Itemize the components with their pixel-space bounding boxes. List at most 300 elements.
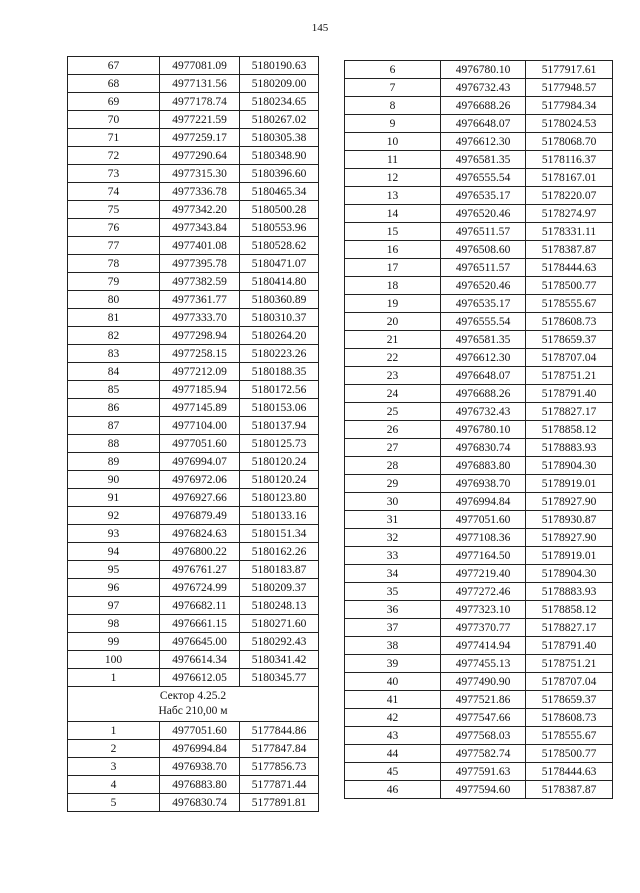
coord-y-cell: 5178167.01 — [526, 169, 613, 187]
coord-x-cell: 4976732.43 — [441, 403, 526, 421]
coord-y-cell: 5178500.77 — [526, 745, 613, 763]
coord-x-cell: 4977259.17 — [160, 129, 240, 147]
point-number-cell: 87 — [68, 417, 160, 435]
point-number-cell: 30 — [345, 493, 441, 511]
point-number-cell: 41 — [345, 691, 441, 709]
coord-y-cell: 5180137.94 — [240, 417, 319, 435]
table-row — [68, 471, 319, 489]
coord-y-cell: 5180183.87 — [240, 561, 319, 579]
coord-y-cell: 5180310.37 — [240, 309, 319, 327]
coord-x-cell: 4977145.89 — [160, 399, 240, 417]
page-number: 145 — [311, 22, 329, 34]
point-number-cell: 73 — [68, 165, 160, 183]
table-row — [68, 633, 319, 651]
table-row — [68, 273, 319, 291]
coord-y-cell: 5180471.07 — [240, 255, 319, 273]
coord-x-cell: 4976511.57 — [441, 259, 526, 277]
coord-x-cell: 4976972.06 — [160, 471, 240, 489]
table-row — [345, 223, 613, 241]
point-number-cell: 94 — [68, 543, 160, 561]
table-row — [68, 525, 319, 543]
table-row — [345, 295, 613, 313]
coord-x-cell: 4977051.60 — [160, 722, 240, 740]
table-row — [345, 115, 613, 133]
table-row — [68, 561, 319, 579]
section-header — [68, 687, 319, 722]
coord-x-cell: 4977342.20 — [160, 201, 240, 219]
coord-x-cell: 4976612.05 — [160, 669, 240, 687]
point-number-cell: 16 — [345, 241, 441, 259]
point-number-cell: 21 — [345, 331, 441, 349]
table-row — [68, 776, 319, 794]
table-row — [345, 187, 613, 205]
coord-y-cell: 5178904.30 — [526, 457, 613, 475]
point-number-cell: 2 — [68, 740, 160, 758]
coord-y-cell: 5180500.28 — [240, 201, 319, 219]
coord-x-cell: 4976824.63 — [160, 525, 240, 543]
table-row — [345, 61, 613, 79]
table-row — [68, 111, 319, 129]
coord-y-cell: 5178659.37 — [526, 331, 613, 349]
table-row — [345, 475, 613, 493]
table-row — [68, 147, 319, 165]
point-number-cell: 83 — [68, 345, 160, 363]
table-row — [345, 493, 613, 511]
coord-x-cell: 4976994.07 — [160, 453, 240, 471]
point-number-cell: 36 — [345, 601, 441, 619]
coord-x-cell: 4976555.54 — [441, 313, 526, 331]
coord-y-cell: 5178707.04 — [526, 349, 613, 367]
coord-x-cell: 4976688.26 — [441, 97, 526, 115]
point-number-cell: 86 — [68, 399, 160, 417]
coord-x-cell: 4976535.17 — [441, 187, 526, 205]
table-row — [68, 201, 319, 219]
coord-y-cell: 5178659.37 — [526, 691, 613, 709]
table-row — [68, 579, 319, 597]
table-row — [68, 417, 319, 435]
coord-x-cell: 4976612.30 — [441, 349, 526, 367]
coord-x-cell: 4977591.63 — [441, 763, 526, 781]
table-row — [345, 691, 613, 709]
table-row — [345, 727, 613, 745]
coord-x-cell: 4976511.57 — [441, 223, 526, 241]
table-row — [68, 597, 319, 615]
coord-x-cell: 4977582.74 — [441, 745, 526, 763]
table-row — [345, 205, 613, 223]
coord-y-cell: 5178387.87 — [526, 241, 613, 259]
coord-y-cell: 5177856.73 — [240, 758, 319, 776]
coord-x-cell: 4976682.11 — [160, 597, 240, 615]
point-number-cell: 1 — [68, 722, 160, 740]
coord-x-cell: 4977343.84 — [160, 219, 240, 237]
point-number-cell: 3 — [68, 758, 160, 776]
point-number-cell: 77 — [68, 237, 160, 255]
table-row — [345, 457, 613, 475]
point-number-cell: 69 — [68, 93, 160, 111]
table-row — [68, 327, 319, 345]
point-number-cell: 82 — [68, 327, 160, 345]
coord-x-cell: 4976535.17 — [441, 295, 526, 313]
point-number-cell: 26 — [345, 421, 441, 439]
point-number-cell: 33 — [345, 547, 441, 565]
coord-y-cell: 5178444.63 — [526, 259, 613, 277]
coord-x-cell: 4976780.10 — [441, 421, 526, 439]
coord-x-cell: 4977361.77 — [160, 291, 240, 309]
table-row — [345, 619, 613, 637]
coord-y-cell: 5180267.02 — [240, 111, 319, 129]
table-row — [68, 489, 319, 507]
coord-x-cell: 4977219.40 — [441, 565, 526, 583]
table-row — [68, 93, 319, 111]
point-number-cell: 25 — [345, 403, 441, 421]
coord-y-cell: 5180345.77 — [240, 669, 319, 687]
table-row — [68, 129, 319, 147]
coord-y-cell: 5180553.96 — [240, 219, 319, 237]
coord-x-cell: 4976830.74 — [160, 794, 240, 812]
table-row — [345, 313, 613, 331]
coord-y-cell: 5178883.93 — [526, 439, 613, 457]
coord-y-cell: 5180465.34 — [240, 183, 319, 201]
coord-x-cell: 4976612.30 — [441, 133, 526, 151]
point-number-cell: 98 — [68, 615, 160, 633]
coord-x-cell: 4977081.09 — [160, 57, 240, 75]
point-number-cell: 4 — [68, 776, 160, 794]
point-number-cell: 40 — [345, 673, 441, 691]
coord-y-cell: 5178751.21 — [526, 367, 613, 385]
table-row — [345, 331, 613, 349]
point-number-cell: 31 — [345, 511, 441, 529]
coordinates-table-right-body — [345, 61, 613, 799]
point-number-cell: 99 — [68, 633, 160, 651]
coord-x-cell: 4976883.80 — [441, 457, 526, 475]
table-row — [345, 781, 613, 799]
coord-x-cell: 4976520.46 — [441, 277, 526, 295]
point-number-cell: 44 — [345, 745, 441, 763]
coord-y-cell: 5180396.60 — [240, 165, 319, 183]
coord-y-cell: 5178919.01 — [526, 547, 613, 565]
coord-y-cell: 5178927.90 — [526, 493, 613, 511]
point-number-cell: 93 — [68, 525, 160, 543]
table-row — [68, 507, 319, 525]
coordinates-table-left — [67, 56, 319, 812]
table-row — [68, 363, 319, 381]
coord-y-cell: 5178927.90 — [526, 529, 613, 547]
table-row — [345, 673, 613, 691]
coord-x-cell: 4977336.78 — [160, 183, 240, 201]
coord-x-cell: 4977323.10 — [441, 601, 526, 619]
table-row — [345, 565, 613, 583]
table-row — [68, 75, 319, 93]
coord-x-cell: 4976508.60 — [441, 241, 526, 259]
coord-y-cell: 5180234.65 — [240, 93, 319, 111]
coord-y-cell: 5178387.87 — [526, 781, 613, 799]
coord-x-cell: 4976688.26 — [441, 385, 526, 403]
coord-y-cell: 5178791.40 — [526, 385, 613, 403]
coord-y-cell: 5180172.56 — [240, 381, 319, 399]
coord-x-cell: 4977108.36 — [441, 529, 526, 547]
point-number-cell: 23 — [345, 367, 441, 385]
table-row — [345, 385, 613, 403]
coord-x-cell: 4976830.74 — [441, 439, 526, 457]
coord-x-cell: 4976780.10 — [441, 61, 526, 79]
coord-y-cell: 5180341.42 — [240, 651, 319, 669]
coord-x-cell: 4976883.80 — [160, 776, 240, 794]
coord-y-cell: 5177948.57 — [526, 79, 613, 97]
point-number-cell: 74 — [68, 183, 160, 201]
point-number-cell: 19 — [345, 295, 441, 313]
table-row — [68, 758, 319, 776]
point-number-cell: 70 — [68, 111, 160, 129]
coord-y-cell: 5180190.63 — [240, 57, 319, 75]
coord-y-cell: 5178068.70 — [526, 133, 613, 151]
coord-y-cell: 5178919.01 — [526, 475, 613, 493]
table-row — [345, 241, 613, 259]
point-number-cell: 72 — [68, 147, 160, 165]
coord-x-cell: 4977164.50 — [441, 547, 526, 565]
point-number-cell: 45 — [345, 763, 441, 781]
table-row — [345, 349, 613, 367]
table-row — [345, 133, 613, 151]
point-number-cell: 13 — [345, 187, 441, 205]
point-number-cell: 85 — [68, 381, 160, 399]
coord-y-cell: 5178116.37 — [526, 151, 613, 169]
table-row — [68, 435, 319, 453]
point-number-cell: 22 — [345, 349, 441, 367]
coord-x-cell: 4976994.84 — [441, 493, 526, 511]
coord-x-cell: 4976724.99 — [160, 579, 240, 597]
coordinates-table-left-top — [68, 57, 319, 687]
coord-x-cell: 4977258.15 — [160, 345, 240, 363]
coord-x-cell: 4976520.46 — [441, 205, 526, 223]
point-number-cell: 91 — [68, 489, 160, 507]
point-number-cell: 14 — [345, 205, 441, 223]
coord-y-cell: 5178555.67 — [526, 727, 613, 745]
coord-x-cell: 4976581.35 — [441, 331, 526, 349]
coord-y-cell: 5178791.40 — [526, 637, 613, 655]
coord-x-cell: 4977568.03 — [441, 727, 526, 745]
table-row — [345, 547, 613, 565]
point-number-cell: 79 — [68, 273, 160, 291]
point-number-cell: 7 — [345, 79, 441, 97]
point-number-cell: 88 — [68, 435, 160, 453]
coord-y-cell: 5178827.17 — [526, 619, 613, 637]
coord-y-cell: 5178930.87 — [526, 511, 613, 529]
coord-x-cell: 4976648.07 — [441, 367, 526, 385]
coord-y-cell: 5180188.35 — [240, 363, 319, 381]
coord-x-cell: 4976614.34 — [160, 651, 240, 669]
table-row — [345, 151, 613, 169]
point-number-cell: 71 — [68, 129, 160, 147]
coord-y-cell: 5180120.24 — [240, 453, 319, 471]
table-row — [68, 794, 319, 812]
point-number-cell: 12 — [345, 169, 441, 187]
coord-y-cell: 5180528.62 — [240, 237, 319, 255]
coord-y-cell: 5180271.60 — [240, 615, 319, 633]
point-number-cell: 97 — [68, 597, 160, 615]
section-header-block — [68, 687, 319, 722]
table-row — [345, 403, 613, 421]
table-row — [68, 219, 319, 237]
coord-x-cell: 4976645.00 — [160, 633, 240, 651]
coord-y-cell: 5178444.63 — [526, 763, 613, 781]
coord-x-cell: 4977594.60 — [441, 781, 526, 799]
table-row — [345, 169, 613, 187]
coord-y-cell: 5177844.86 — [240, 722, 319, 740]
coord-x-cell: 4977290.64 — [160, 147, 240, 165]
coord-y-cell: 5180360.89 — [240, 291, 319, 309]
coord-x-cell: 4977178.74 — [160, 93, 240, 111]
coord-y-cell: 5180125.73 — [240, 435, 319, 453]
point-number-cell: 75 — [68, 201, 160, 219]
coord-y-cell: 5180414.80 — [240, 273, 319, 291]
table-row — [68, 669, 319, 687]
coord-x-cell: 4976555.54 — [441, 169, 526, 187]
coord-x-cell: 4977370.77 — [441, 619, 526, 637]
point-number-cell: 27 — [345, 439, 441, 457]
coord-y-cell: 5177871.44 — [240, 776, 319, 794]
point-number-cell: 15 — [345, 223, 441, 241]
table-row — [345, 745, 613, 763]
coord-y-cell: 5178220.07 — [526, 187, 613, 205]
table-row — [68, 651, 319, 669]
coord-x-cell: 4977414.94 — [441, 637, 526, 655]
coord-y-cell: 5178827.17 — [526, 403, 613, 421]
point-number-cell: 76 — [68, 219, 160, 237]
coord-x-cell: 4977547.66 — [441, 709, 526, 727]
coord-x-cell: 4977212.09 — [160, 363, 240, 381]
point-number-cell: 100 — [68, 651, 160, 669]
point-number-cell: 18 — [345, 277, 441, 295]
coord-x-cell: 4976800.22 — [160, 543, 240, 561]
coord-y-cell: 5178331.11 — [526, 223, 613, 241]
table-row — [345, 97, 613, 115]
table-row — [345, 259, 613, 277]
coord-x-cell: 4976648.07 — [441, 115, 526, 133]
coord-y-cell: 5180248.13 — [240, 597, 319, 615]
point-number-cell: 42 — [345, 709, 441, 727]
point-number-cell: 10 — [345, 133, 441, 151]
point-number-cell: 28 — [345, 457, 441, 475]
coord-x-cell: 4977051.60 — [160, 435, 240, 453]
coord-x-cell: 4976761.27 — [160, 561, 240, 579]
table-row — [68, 255, 319, 273]
table-row — [345, 763, 613, 781]
table-row — [345, 421, 613, 439]
point-number-cell: 96 — [68, 579, 160, 597]
coord-x-cell: 4977401.08 — [160, 237, 240, 255]
point-number-cell: 46 — [345, 781, 441, 799]
coord-y-cell: 5177917.61 — [526, 61, 613, 79]
table-row — [68, 237, 319, 255]
coord-y-cell: 5180209.37 — [240, 579, 319, 597]
table-row — [345, 655, 613, 673]
point-number-cell: 67 — [68, 57, 160, 75]
point-number-cell: 95 — [68, 561, 160, 579]
table-row — [68, 740, 319, 758]
point-number-cell: 35 — [345, 583, 441, 601]
coord-y-cell: 5180264.20 — [240, 327, 319, 345]
coord-y-cell: 5180305.38 — [240, 129, 319, 147]
point-number-cell: 89 — [68, 453, 160, 471]
point-number-cell: 24 — [345, 385, 441, 403]
coord-y-cell: 5178904.30 — [526, 565, 613, 583]
coord-y-cell: 5178608.73 — [526, 313, 613, 331]
coord-y-cell: 5178858.12 — [526, 421, 613, 439]
table-row — [345, 439, 613, 457]
coord-y-cell: 5180133.16 — [240, 507, 319, 525]
point-number-cell: 6 — [345, 61, 441, 79]
point-number-cell: 32 — [345, 529, 441, 547]
coord-x-cell: 4976994.84 — [160, 740, 240, 758]
coord-y-cell: 5180292.43 — [240, 633, 319, 651]
coord-y-cell: 5178883.93 — [526, 583, 613, 601]
table-row — [68, 722, 319, 740]
point-number-cell: 78 — [68, 255, 160, 273]
coord-y-cell: 5177891.81 — [240, 794, 319, 812]
point-number-cell: 11 — [345, 151, 441, 169]
coord-x-cell: 4976927.66 — [160, 489, 240, 507]
coord-y-cell: 5177984.34 — [526, 97, 613, 115]
point-number-cell: 17 — [345, 259, 441, 277]
coord-x-cell: 4977298.94 — [160, 327, 240, 345]
point-number-cell: 9 — [345, 115, 441, 133]
table-row — [345, 511, 613, 529]
coord-y-cell: 5177847.84 — [240, 740, 319, 758]
coord-y-cell: 5180162.26 — [240, 543, 319, 561]
point-number-cell: 34 — [345, 565, 441, 583]
coord-y-cell: 5178500.77 — [526, 277, 613, 295]
table-row — [345, 583, 613, 601]
section-title: Сектор 4.25.2 — [159, 690, 227, 702]
table-row — [68, 57, 319, 75]
coord-y-cell: 5178751.21 — [526, 655, 613, 673]
point-number-cell: 29 — [345, 475, 441, 493]
section-header-row — [68, 687, 319, 722]
table-row — [68, 345, 319, 363]
table-row — [68, 399, 319, 417]
section-elevation: Набс 210,00 м — [158, 705, 228, 717]
point-number-cell: 43 — [345, 727, 441, 745]
coord-x-cell: 4976938.70 — [441, 475, 526, 493]
coord-x-cell: 4977490.90 — [441, 673, 526, 691]
coord-x-cell: 4977104.00 — [160, 417, 240, 435]
coord-y-cell: 5178024.53 — [526, 115, 613, 133]
table-row — [68, 381, 319, 399]
table-row — [68, 543, 319, 561]
point-number-cell: 20 — [345, 313, 441, 331]
table-row — [345, 529, 613, 547]
coord-x-cell: 4977051.60 — [441, 511, 526, 529]
table-row — [68, 453, 319, 471]
point-number-cell: 81 — [68, 309, 160, 327]
table-row — [68, 183, 319, 201]
table-row — [68, 615, 319, 633]
coord-x-cell: 4977395.78 — [160, 255, 240, 273]
coord-y-cell: 5180153.06 — [240, 399, 319, 417]
coord-y-cell: 5180223.26 — [240, 345, 319, 363]
coord-x-cell: 4977315.30 — [160, 165, 240, 183]
coord-x-cell: 4976732.43 — [441, 79, 526, 97]
coord-x-cell: 4976879.49 — [160, 507, 240, 525]
table-row — [68, 309, 319, 327]
point-number-cell: 8 — [345, 97, 441, 115]
coord-x-cell: 4977382.59 — [160, 273, 240, 291]
table-row — [68, 291, 319, 309]
coord-x-cell: 4976661.15 — [160, 615, 240, 633]
table-row — [345, 601, 613, 619]
point-number-cell: 38 — [345, 637, 441, 655]
point-number-cell: 84 — [68, 363, 160, 381]
